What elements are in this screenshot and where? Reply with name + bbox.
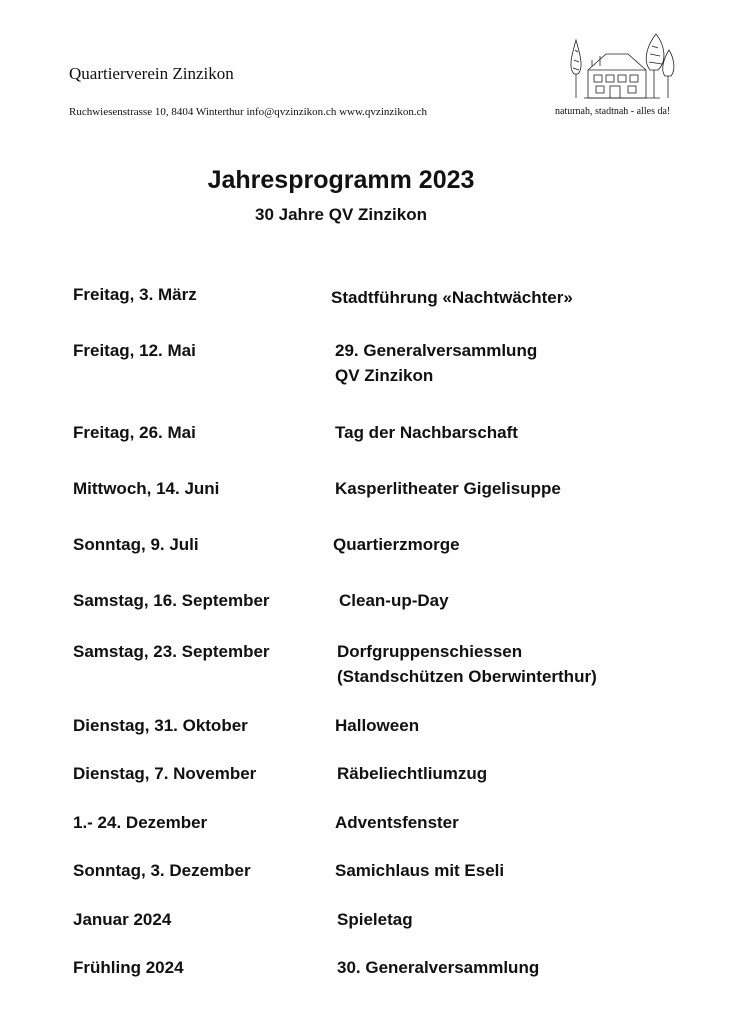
event-title: Räbeliechtliumzug [337,764,488,783]
event-title: Spieletag [337,910,413,929]
event-title: 30. Generalversammlung [337,958,540,977]
event-title: Dorfgruppenschiessen (Standschützen Oberwinterthur) [337,642,597,686]
event-date: Januar 2024 [73,910,172,929]
event-date: Samstag, 16. September [73,591,270,610]
event-date: Sonntag, 9. Juli [73,535,199,554]
event-title: 29. Generalversammlung QV Zinzikon [335,341,538,385]
page-title: Jahresprogramm 2023 [207,166,475,194]
slogan: naturnah, stadtnah - alles da! [555,106,671,117]
event-date: Sonntag, 3. Dezember [73,861,251,880]
page-subtitle: 30 Jahre QV Zinzikon [255,205,427,224]
event-date: Freitag, 26. Mai [73,423,196,442]
event-title: Kasperlitheater Gigelisuppe [335,479,561,498]
event-date: Frühling 2024 [73,958,184,977]
event-title: Halloween [335,716,420,735]
event-date: Freitag, 3. März [73,285,197,304]
organization-name: Quartierverein Zinzikon [69,64,234,83]
event-title: Tag der Nachbarschaft [335,423,518,442]
address-line: Ruchwiesenstrasse 10, 8404 Winterthur info@qvzinzikon.ch www.qvzinzikon.ch [69,106,427,118]
event-title: Clean-up-Day [339,591,449,610]
event-date: 1.- 24. Dezember [73,813,208,832]
house-and-trees-sketch-icon [570,30,676,100]
event-date: Mittwoch, 14. Juni [73,479,220,498]
event-date: Samstag, 23. September [73,642,270,661]
event-title: Stadtführung «Nachtwächter» [331,288,573,307]
event-date: Dienstag, 7. November [73,764,257,783]
event-title: Samichlaus mit Eseli [335,861,505,880]
event-date: Dienstag, 31. Oktober [73,716,248,735]
event-title: Quartierzmorge [333,535,460,554]
event-date: Freitag, 12. Mai [73,341,196,360]
event-title: Adventsfenster [335,813,459,832]
